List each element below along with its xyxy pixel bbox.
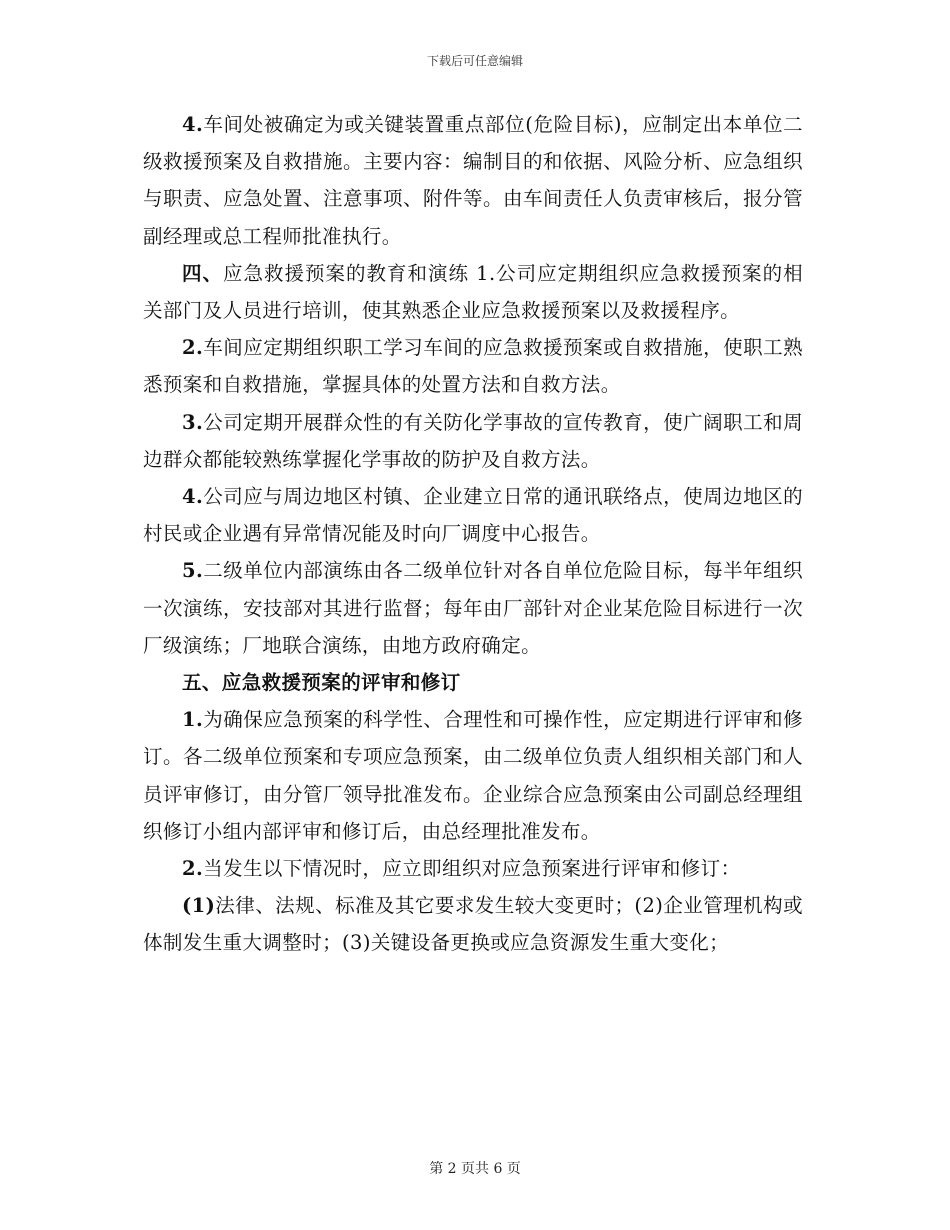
paragraph-text: 公司应与周边地区村镇、企业建立日常的通讯联络点，使周边地区的村民或企业遇有异常情况能及时向厂调度中心报告。	[143, 485, 803, 546]
paragraph	[143, 106, 803, 255]
page-footer: 第 2 页共 6 页	[429, 1161, 521, 1177]
list-number: (1)	[182, 894, 216, 918]
paragraph-text: 应急救援预案的教育和演练 1.公司应定期组织应急救援预案的相关部门及人员进行培训，使其熟悉企业应急救援预案以及救援程序。	[143, 261, 803, 323]
paragraph	[143, 850, 803, 887]
paragraph	[143, 887, 803, 961]
paragraph	[143, 255, 803, 329]
paragraph	[143, 478, 803, 552]
paragraph-number: 1.	[182, 708, 204, 732]
paragraph	[143, 404, 803, 478]
paragraph-number: 4.	[182, 113, 204, 136]
paragraph-text: 车间应定期组织职工学习车间的应急救援预案或自救措施，使职工熟悉预案和自救措施，掌握具体的处置方法和自救方法。	[143, 336, 803, 397]
paragraph-number: 3.	[182, 410, 204, 434]
paragraph-text: 车间处被确定为或关键装置重点部位(危险目标)，应制定出本单位二级救援预案及自救措施。主要内容：编制目的和依据、风险分析、应急组织与职责、应急处置、注意事项、附件等。由车间责任人负责审核后，报分管副经理或总工程师批准执行。	[143, 113, 803, 248]
page-header: 下载后可任意编辑	[426, 54, 523, 68]
paragraph-text: 公司定期开展群众性的有关防化学事故的宣传教育，使广阔职工和周边群众都能较熟练掌握化学事故的防护及自救方法。	[143, 410, 803, 471]
paragraph-number: 2.	[182, 336, 204, 360]
paragraph-number: 5.	[182, 559, 204, 583]
paragraph-text: 法律、法规、标准及其它要求发生较大变更时；(2)企业管理机构或体制发生重大调整时；(3)关键设备更换或应急资源发生重大变化；	[143, 894, 803, 955]
section-heading: 五、应急救援预案的评审和修订	[182, 671, 461, 695]
paragraph	[143, 329, 803, 403]
paragraph-text: 为确保应急预案的科学性、合理性和可操作性，应定期进行评审和修订。各二级单位预案和专项应急预案，由二级单位负责人组织相关部门和人员评审修订，由分管厂领导批准发布。企业综合应急预案由公司副总经理组织修订小组内部评审和修订后，由总经理批准发布。	[143, 708, 803, 843]
paragraph-number: 4.	[182, 485, 204, 509]
section-number: 四、	[182, 261, 223, 285]
paragraph-number: 2.	[182, 857, 204, 881]
paragraph	[143, 701, 803, 850]
paragraph	[143, 552, 803, 664]
paragraph-text: 二级单位内部演练由各二级单位针对各自单位危险目标，每半年组织一次演练，安技部对其进行监督；每年由厂部针对企业某危险目标进行一次厂级演练；厂地联合演练，由地方政府确定。	[143, 559, 803, 657]
paragraph-text: 当发生以下情况时，应立即组织对应急预案进行评审和修订：	[203, 857, 741, 881]
document-body	[143, 106, 803, 962]
